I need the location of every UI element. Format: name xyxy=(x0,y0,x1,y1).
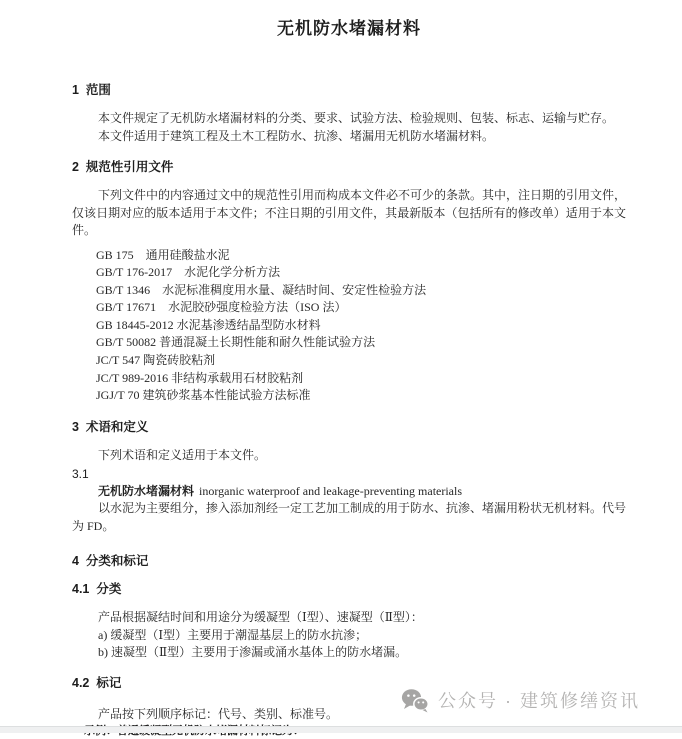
terms-intro: 下列术语和定义适用于本文件。 xyxy=(98,447,267,462)
term-definition-text: 以水泥为主要组分，掺入添加剂经一定工艺加工制成的用于防水、抗渗、堵漏用粉状无机材料。代号为 FD。 xyxy=(72,501,627,533)
bottom-edge-strip xyxy=(0,726,682,733)
term-chinese: 无机防水堵漏材料 xyxy=(98,484,195,499)
reference-item: GB 175 通用硅酸盐水泥 xyxy=(96,247,230,262)
reference-item: JGJ/T 70 建筑砂浆基本性能试验方法标准 xyxy=(96,388,311,403)
section-3-heading: 3 术语和定义 xyxy=(72,419,149,434)
reference-item: JC/T 547 陶瓷砖胶粘剂 xyxy=(96,353,216,368)
classification-paragraph: 产品根据凝结时间和用途分为缓凝型（Ⅰ型）、速凝型（Ⅱ型）： xyxy=(98,610,423,625)
section-classification-marking xyxy=(72,553,626,739)
references-intro: 下列文件中的内容通过文中的规范性引用而构成本文件必不可少的条款。其中，注日期的引用文件，仅该日期对应的版本适用于本文件；不注日期的引用文件，其最新版本（包括所有的修改单）适用于本文件。 xyxy=(72,188,627,237)
clause-number: 3.1 xyxy=(72,467,89,482)
scope-paragraph-2: 本文件适用于建筑工程及土木工程防水、抗渗、堵漏用无机防水堵漏材料。 xyxy=(98,128,495,143)
reference-item: GB 18445-2012 水泥基渗透结晶型防水材料 xyxy=(96,317,321,332)
section-1-heading: 1 范围 xyxy=(72,83,111,97)
reference-item: GB/T 1346 水泥标准稠度用水量、凝结时间、安定性检验方法 xyxy=(96,282,427,297)
section-scope xyxy=(72,82,626,145)
scope-paragraph-1: 本文件规定了无机防水堵漏材料的分类、要求、试验方法、检验规则、包装、标志、运输与贮存。 xyxy=(98,111,615,125)
reference-list xyxy=(72,247,626,405)
term-definition-line xyxy=(98,483,626,500)
reference-item: GB/T 50082 普通混凝土长期性能和耐久性能试验方法 xyxy=(96,335,376,350)
classification-item-a: a) 缓凝型（Ⅰ型）主要用于潮湿基层上的防水抗渗； xyxy=(98,627,368,642)
term-english: inorganic waterproof and leakage-preventing materials xyxy=(199,484,463,499)
classification-item-b: b) 速凝型（Ⅱ型）主要用于渗漏或涌水基体上的防水堵漏。 xyxy=(98,645,408,660)
section-4-heading: 4 分类和标记 xyxy=(72,554,149,569)
document-title: 无机防水堵漏材料 xyxy=(277,19,421,38)
section-normative-references xyxy=(72,159,626,405)
marking-paragraph: 产品按下列顺序标记：代号、类别、标准号。 xyxy=(98,706,339,721)
reference-item: GB/T 17671 水泥胶砂强度检验方法（ISO 法） xyxy=(96,300,347,315)
section-4-2-heading: 4.2 标记 xyxy=(72,675,122,690)
reference-item: JC/T 989-2016 非结构承载用石材胶粘剂 xyxy=(96,370,304,385)
section-terms-definitions xyxy=(72,419,626,536)
section-4-1-heading: 4.1 分类 xyxy=(72,582,122,597)
watermark-text: 公众号 · 建筑修缮资讯 xyxy=(438,691,640,711)
section-2-heading: 2 规范性引用文件 xyxy=(72,160,174,174)
reference-item: GB/T 176-2017 水泥化学分析方法 xyxy=(96,265,281,280)
